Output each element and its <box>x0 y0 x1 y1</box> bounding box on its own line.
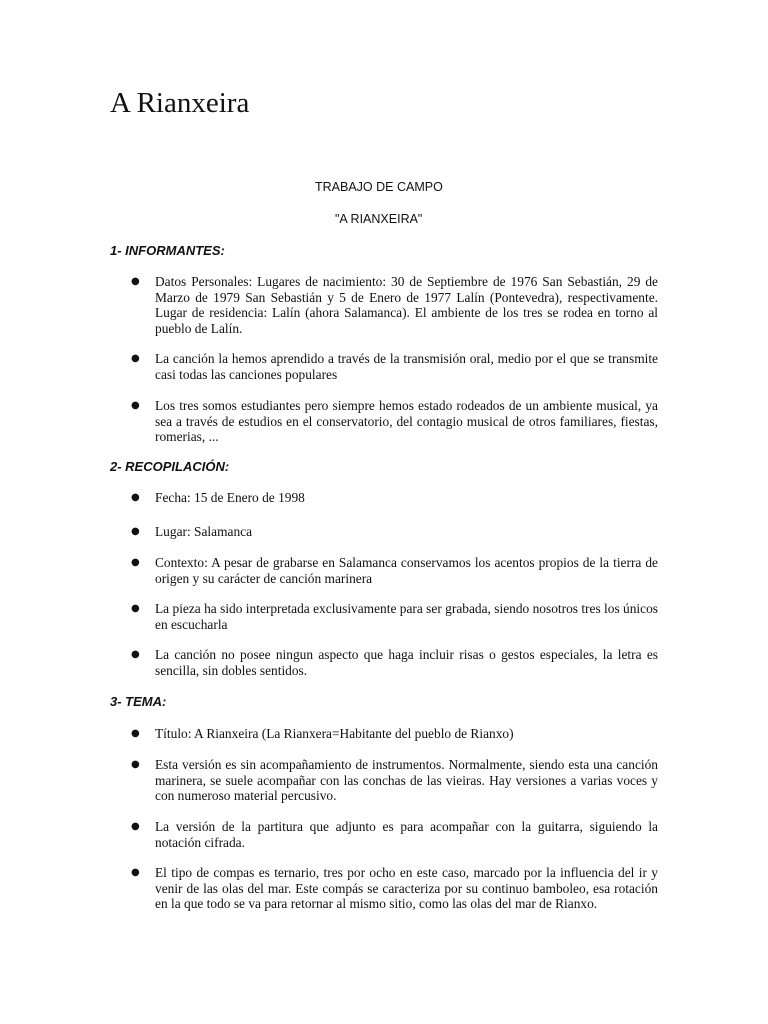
bullet-icon: ● <box>131 728 140 739</box>
bullet-icon: ● <box>131 867 140 878</box>
bullet-icon: ● <box>131 649 140 660</box>
list-item-text: Los tres somos estudiantes pero siempre hemos estado rodeados de un ambiente musical, ya sea a través de estudios en el conservatorio, del contagio musical de otros familiares, fiestas, romerias, ... <box>155 398 658 445</box>
subtitle-line-1: TRABAJO DE CAMPO <box>315 180 443 194</box>
bullet-icon: ● <box>131 492 140 503</box>
list-item-text: El tipo de compas es ternario, tres por ocho en este caso, marcado por la influencia del ir y venir de las olas del mar. Este compás se caracteriza por su continuo bamboleo, esa rotación en la que todo se va para retornar al mismo sitio, como las olas del mar de Rianxo. <box>155 865 658 912</box>
list-item-text: Lugar: Salamanca <box>155 524 253 539</box>
bullet-icon: ● <box>131 603 140 614</box>
list-item-text: Título: A Rianxeira (La Rianxera=Habitante del pueblo de Rianxo) <box>155 726 514 741</box>
bullet-icon: ● <box>131 400 140 411</box>
bullet-icon: ● <box>131 276 140 287</box>
list-item-text: Fecha: 15 de Enero de 1998 <box>155 490 305 505</box>
section-heading-informantes: 1- INFORMANTES: <box>110 243 225 258</box>
list-item-text: La canción no posee ningun aspecto que haga incluir risas o gestos especiales, la letra es sencilla, sin dobles sentidos. <box>155 647 658 678</box>
list-item-text: La pieza ha sido interpretada exclusivamente para ser grabada, siendo nosotros tres los únicos en escucharla <box>155 601 658 632</box>
list-item-text: Esta versión es sin acompañamiento de instrumentos. Normalmente, siendo esta una canción marinera, se suele acompañar con las conchas de las vieiras. Hay versiones a varias voces y con numeroso material percusivo. <box>155 757 658 804</box>
bullet-icon: ● <box>131 821 140 832</box>
bullet-icon: ● <box>131 353 140 364</box>
bullet-icon: ● <box>131 557 140 568</box>
list-item-text: La versión de la partitura que adjunto es para acompañar con la guitarra, siguiendo la notación cifrada. <box>155 819 658 850</box>
list-item-text: La canción la hemos aprendido a través de la transmisión oral, medio por el que se transmite casi todas las canciones populares <box>155 351 658 382</box>
bullet-icon: ● <box>131 526 140 537</box>
list-item-text: Datos Personales: Lugares de nacimiento: 30 de Septiembre de 1976 San Sebastián, 29 de Marzo de 1979 San Sebastián y 5 de Enero de 1977 Lalín (Pontevedra), respectivamente. Lugar de residencia: Lalín (ahora Salamanca). El ambiente de los tres se rodea en torno al pueblo de Lalín. <box>155 274 658 336</box>
section-heading-tema: 3- TEMA: <box>110 694 167 709</box>
section-heading-recopilacion: 2- RECOPILACIÓN: <box>110 459 230 474</box>
subtitle-line-2: "A RIANXEIRA" <box>335 212 423 226</box>
bullet-icon: ● <box>131 759 140 770</box>
list-item-text: Contexto: A pesar de grabarse en Salamanca conservamos los acentos propios de la tierra de origen y su carácter de canción marinera <box>155 555 658 586</box>
document-title: A Rianxeira <box>110 87 250 119</box>
